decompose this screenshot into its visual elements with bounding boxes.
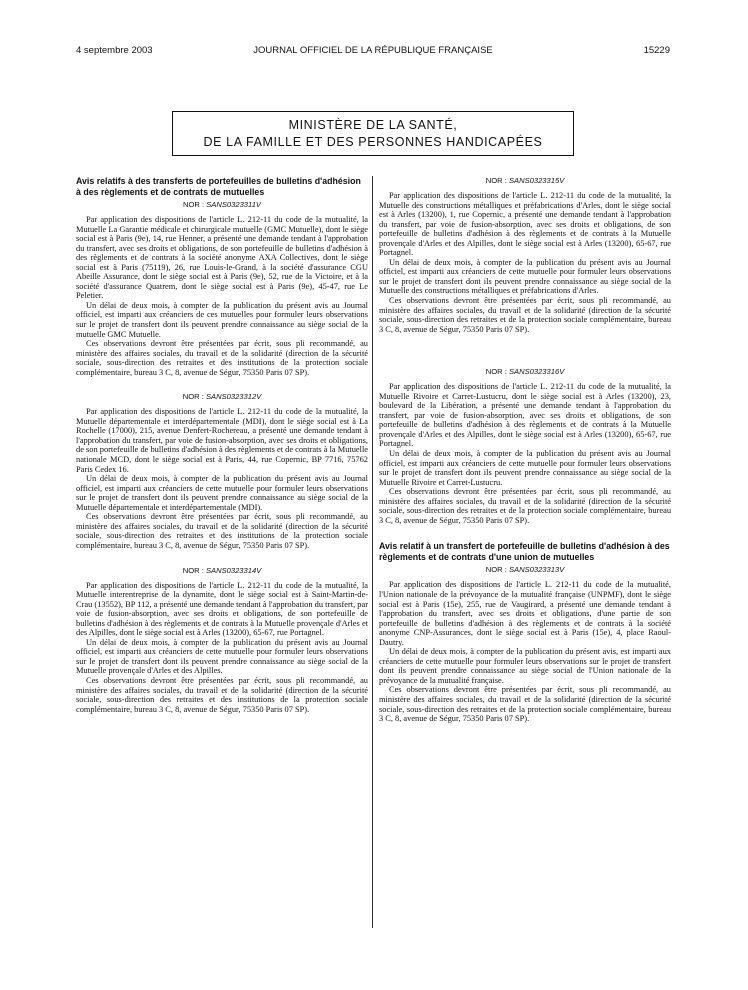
notice-sans0323314v: [76, 566, 368, 715]
nor-code: SANS0323312V: [205, 392, 262, 402]
column-divider: [372, 176, 373, 928]
running-header: [76, 45, 670, 59]
nor-label: NOR :: [182, 392, 204, 402]
notice-paragraph: Un délai de deux mois, à compter de la publication du présent avis au Journal officiel, est imparti aux créanciers de cette mutuelle pour formuler leurs observations sur le projet de transfert dont ils peuvent prendre connaissance au siège social de la Mutuelle départementale et interdépartementale (MDI).: [76, 474, 368, 512]
notice-sans0323315v: [379, 176, 671, 334]
notice-paragraph: Par application des dispositions de l'article L. 212-11 du code de la mutualité, l'Union nationale de la prévoyance de la mutualité française (UNPMF), dont le siège social est à Paris (15e), 255, rue de Vaugirard, a présenté une demande tendant à l'approbation du transfert, avec ses droits et obligations, d'une partie de son portefeuille de bulletins d'adhésion à des règlements et de contrats à la société anonyme CNP-Assurances, dont le siège social est à Paris (15e), 4, place Raoul-Dautry.: [379, 580, 671, 647]
header-journal-title: JOURNAL OFFICIEL DE LA RÉPUBLIQUE FRANÇAISE: [253, 45, 493, 56]
nor-reference: [76, 566, 368, 576]
nor-label: NOR :: [485, 176, 507, 185]
header-page-number: 15229: [643, 45, 670, 56]
notice-paragraph: Un délai de deux mois, à compter de la publication du présent avis au Journal officiel, est imparti aux créanciers de cette mutuelle pour formuler leurs observations sur le projet de transfert dont ils peuvent prendre connaissance au siège social de la Mutuelle Rivoire et Carret-Lustucru.: [379, 449, 671, 487]
nor-code: SANS0323314V: [205, 565, 262, 575]
ministry-title-line-2: DE LA FAMILLE ET DES PERSONNES HANDICAPÉES: [203, 135, 543, 149]
notice-paragraph: Par application des dispositions de l'article L. 212-11 du code de la mutualité, la Mutuelle interentreprise de la dynamite, dont le siège social est à Saint-Martin-de-Crau (13552), BP 112, a présenté une demande tendant à l'approbation du transfert, par voie de fusion-absorption, avec ses droits et obligations, de son portefeuille de bulletins d'adhésion à des règlements et de contrats à la Mutuelle provençale d'Arles et des Alpilles, dont le siège social est à Arles (13200), 65-67, rue Portagnel.: [76, 580, 368, 638]
notice-paragraph: Ces observations devront être présentées par écrit, sous pli recommandé, au ministère des affaires sociales, du travail et de la solidarité (direction de la sécurité sociale, sous-direction des retraites et de la protection sociale complémentaire, bureau 3 C, 8, avenue de Ségur, 75350 Paris 07 SP).: [379, 296, 671, 334]
notice-paragraph: Par application des dispositions de l'article L. 212-11 du code de la mutualité, la Mutuelle des constructions métalliques et préfabrications d'Arles, dont le siège social est à Arles (13200), 1, rue Copernic, a présenté une demande tendant à l'approbation du transfert, par voie de fusion-absorption, avec ses droits et obligations, de son portefeuille de bulletins d'adhésion à des règlements et de contrats à la Mutuelle provençale d'Arles et des Alpilles, dont le siège social est à Arles (13200), 65-67, rue Portagnel.: [379, 191, 671, 258]
notice-paragraph: Ces observations devront être présentées par écrit, sous pli recommandé, au ministère des affaires sociales, du travail et de la solidarité (direction de la sécurité sociale, sous-direction des retraites et des institutions de la protection sociale complémentaire, bureau 3 C, 8, avenue de Ségur, 75350 Paris 07 SP).: [76, 675, 368, 714]
notice-sans0323311v: [76, 200, 368, 377]
header-date: 4 septembre 2003: [76, 45, 153, 56]
notice-paragraph: Ces observations devront être présentées par écrit, sous pli recommandé, au ministère des affaires sociales, du travail et de la solidarité (direction de la sécurité sociale, sous-direction des retraites et de la protection sociale complémentaire, bureau 3 C, 8, avenue de Ségur, 75350 Paris 07 SP).: [379, 685, 671, 724]
nor-code: SANS0323311V: [206, 200, 261, 209]
nor-reference: [76, 200, 368, 210]
section-heading: Avis relatifs à des transferts de portefeuilles de bulletins d'adhésion à des règlements et de contrats de mutuelles: [76, 176, 361, 197]
notice-paragraph: Par application des dispositions de l'article L. 212-11 du code de la mutualité, la Mutuelle départementale et interdépartementale (MDI), dont le siège social est à La Rochelle (17000), 215, avenue Denfert-Rochereau, a présenté une demande tendant à l'approbation du transfert, par voie de fusion-absorption, avec ses droits et obligations, de son portefeuille de bulletins d'adhésion à des règlements et de contrats à la Mutuelle nationale MCD, dont le siège social est à Paris, 44, rue Copernic, BP 7716, 75762 Paris Cedex 16.: [76, 407, 368, 474]
notice-sans0323316v: [379, 367, 671, 525]
notice-sans0323312v: [76, 392, 368, 550]
notice-paragraph: Un délai de deux mois, à compter de la publication du présent avis au Journal officiel, est imparti aux créanciers de ces mutuelles pour formuler leurs observations sur le projet de transfert dont ils peuvent prendre connaissance au siège social de la mutuelle GMC Mutuelle.: [76, 300, 368, 339]
notice-paragraph: Ces observations devront être présentées par écrit, sous pli recommandé, au ministère des affaires sociales, du travail et de la solidarité (direction de la sécurité sociale, sous-direction des retraites et des institutions de la protection sociale complémentaire, bureau 3 C, 8, avenue de Ségur, 75350 Paris 07 SP).: [76, 512, 368, 550]
notice-paragraph: Ces observations devront être présentées par écrit, sous pli recommandé, au ministère des affaires sociales, du travail et de la solidarité (direction de la sécurité sociale, sous-direction des retraites et de la protection sociale complémentaire, bureau 3 C, 8, avenue de Ségur, 75350 Paris 07 SP).: [379, 487, 671, 525]
notice-paragraph: Par application des dispositions de l'article L. 212-11 du code de la mutualité, la Mutuelle Rivoire et Carret-Lustucru, dont le siège social est à Arles (13200), 23, boulevard de la Libération, a présenté une demande tendant à l'approbation du transfert, par voie de fusion-absorption, avec ses droits et obligations, de son portefeuille de bulletins d'adhésion à des règlements et de contrats à la Mutuelle provençale d'Arles et des Alpilles, dont le siège social est à Arles (13200), 65-67, rue Portagnel.: [379, 382, 671, 449]
notice-paragraph: Un délai de deux mois, à compter de la publication du présent avis au Journal officiel, est imparti aux créanciers de cette mutuelle pour formuler leurs observations sur le projet de transfert dont ils peuvent prendre connaissance au siège social de la Mutuelle des constructions métalliques et préfabrications d'Arles.: [379, 257, 671, 296]
notice-paragraph: Un délai de deux mois, à compter de la publication du présent avis au Journal officiel, est imparti aux créanciers de cette mutuelle pour formuler leurs observations sur le projet de transfert dont ils peuvent prendre connaissance au siège social de la Mutuelle provençale d'Arles et des Alpilles.: [76, 637, 368, 676]
notice-paragraph: Par application des dispositions de l'article L. 212-11 du code de la mutualité, la Mutuelle La Garantie médicale et chirurgicale mutuelle (GMC Mutuelle), dont le siège social est à Paris (9e), 14, rue Henner, a présenté une demande tendant à l'approbation du transfert, avec ses droits et obligations, de son portefeuille de bulletins d'adhésion à des règlements et de contrats à la société anonyme AXA Collectives, dont le siège social est à Paris (75119), 26, rue Louis-le-Grand, à la société d'assurance CGU Abeille Assurance, dont le siège social est à Paris (9e), 52, rue de la Victoire, et à la société d'assurance Quatrem, dont le siège social est à Paris (9e), 45-47, rue Le Peletier.: [76, 215, 368, 301]
nor-code: SANS0323313V: [508, 565, 565, 575]
right-column: [379, 176, 671, 724]
nor-reference: [379, 565, 671, 575]
nor-label: NOR :: [485, 367, 507, 377]
ministry-title-box: [172, 111, 574, 156]
nor-label: NOR :: [182, 565, 204, 575]
ministry-title-line-1: MINISTÈRE DE LA SANTÉ,: [288, 118, 458, 132]
nor-code: SANS0323316V: [508, 367, 565, 377]
nor-reference: [379, 367, 671, 377]
left-column: [76, 176, 368, 714]
nor-reference: [76, 392, 368, 402]
notice-paragraph: Un délai de deux mois, à compter de la publication du présent avis, est imparti aux créanciers de cette mutuelle pour formuler leurs observations sur le projet de transfert dont ils peuvent prendre connaissance au siège social de l'Union nationale de la prévoyance de la mutualité française.: [379, 647, 671, 685]
nor-label: NOR :: [183, 200, 205, 209]
nor-code: SANS0323315V: [508, 176, 565, 185]
nor-label: NOR :: [485, 565, 507, 575]
nor-reference: [379, 176, 671, 186]
notice-sans0323313v: [379, 565, 671, 723]
section-heading: Avis relatif à un transfert de portefeuille de bulletins d'adhésion à des règlements et de contrats d'une union de mutuelles: [379, 541, 670, 562]
notice-paragraph: Ces observations devront être présentées par écrit, sous pli recommandé, au ministère des affaires sociales, du travail et de la solidarité (direction de la sécurité sociale, sous-direction des retraites et des institutions de la protection sociale complémentaire, bureau 3 C, 8, avenue de Ségur, 75350 Paris 07 SP).: [76, 339, 368, 377]
